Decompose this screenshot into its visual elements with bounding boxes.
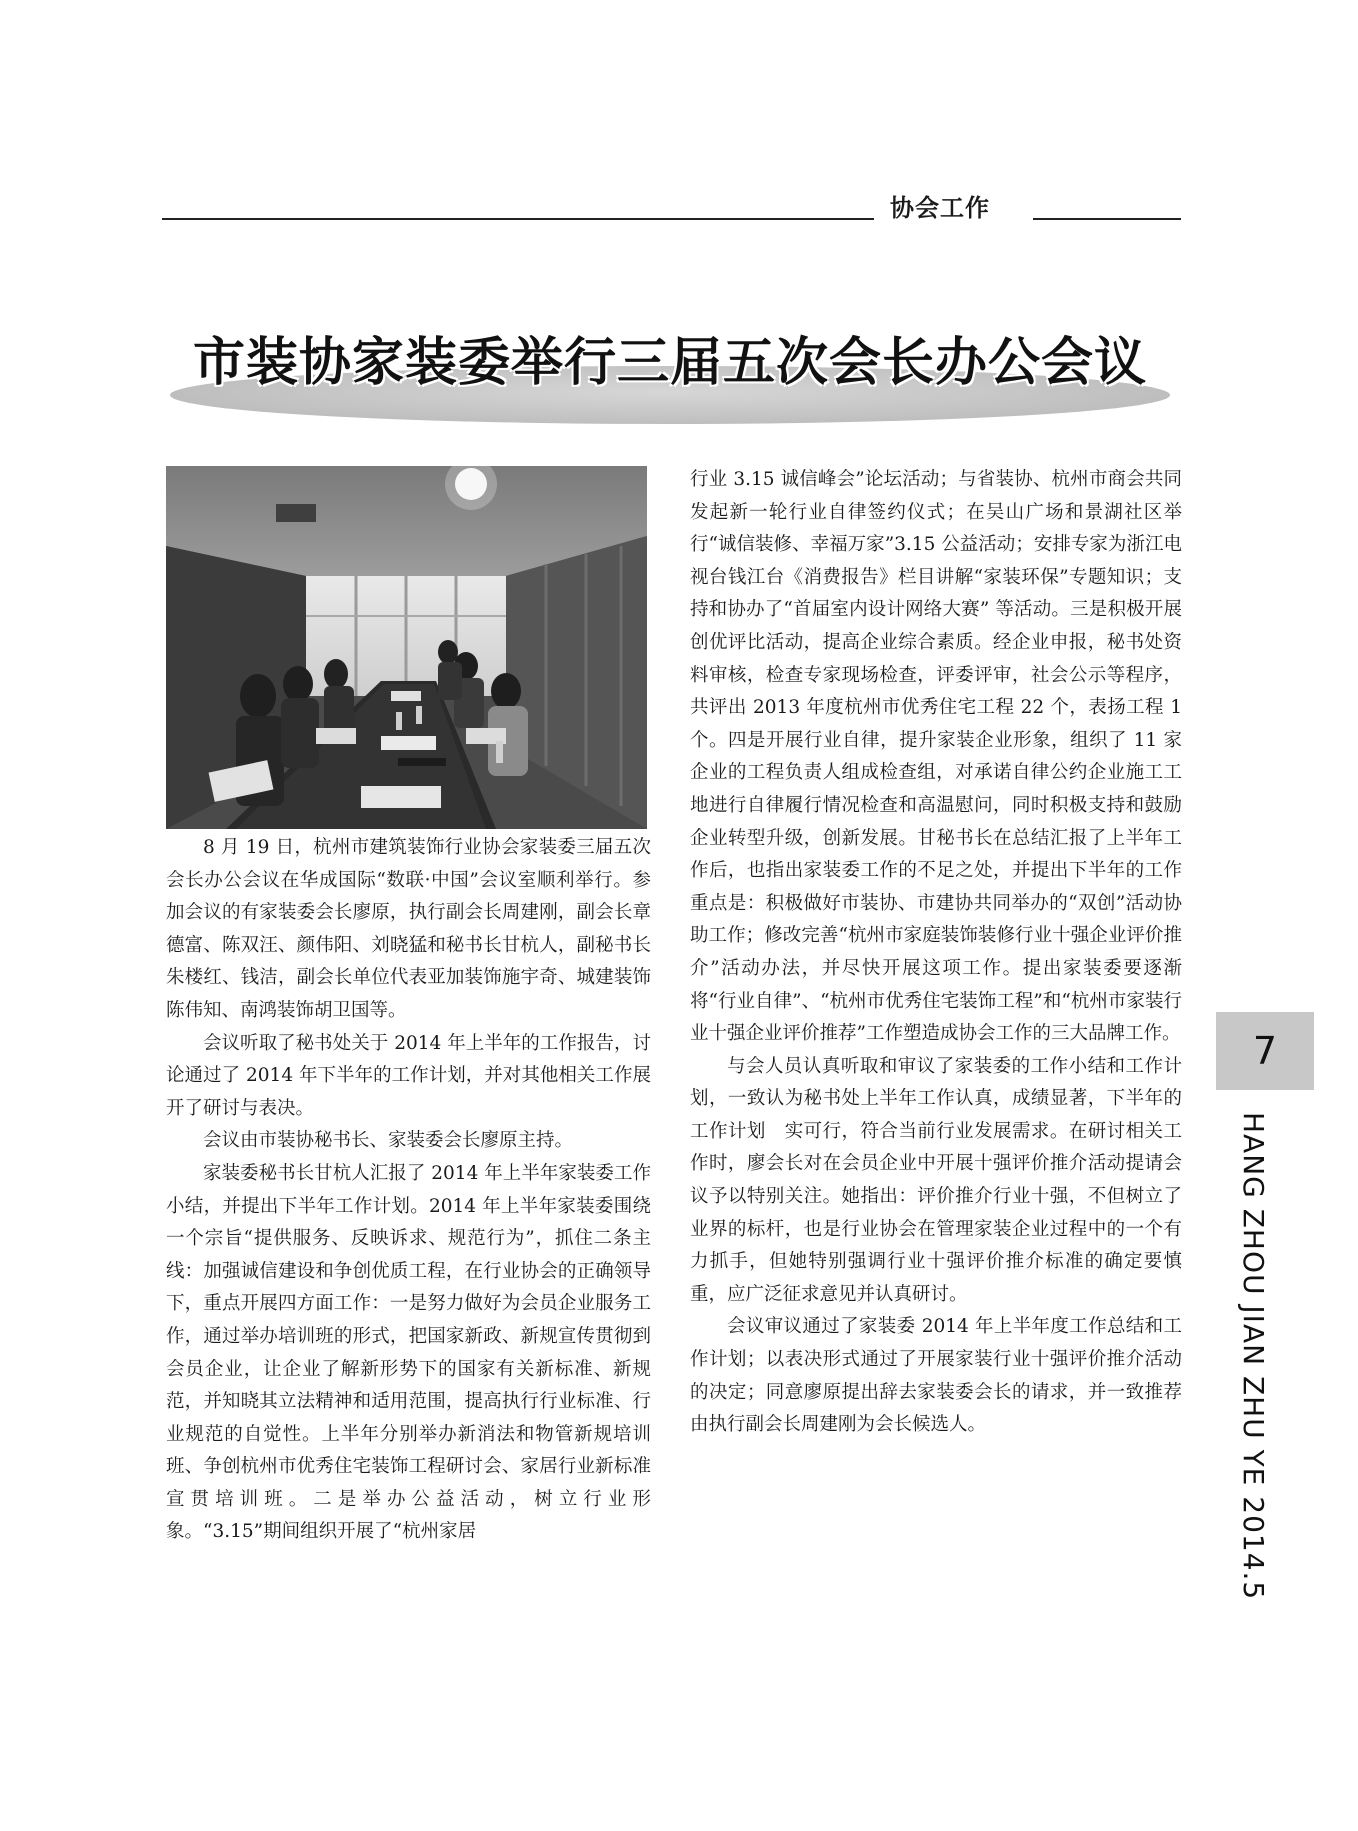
section-header: [0, 186, 1358, 226]
paragraph: 家装委秘书长甘杭人汇报了 2014 年上半年家装委工作小结，并提出下半年工作计划。2014 年上半年家装委围绕一个宗旨“提供服务、反映诉求、规范行为”，抓住二条主线：加强诚信建设和争创优质工程，在行业协会的正确领导下，重点开展四方面工作：一是努力做好为会员企业服务工作，通过举办培训班的形式，把国家新政、新规宣传贯彻到会员企业，让企业了解新形势下的国家有关新标准、新规范，并知晓其立法精神和适用范围，提高执行行业标准、行业规范的自觉性。上半年分别举办新消法和物管新规培训班、争创杭州市优秀住宅装饰工程研讨会、家居行业新标准宣贯培训班。二是举办公益活动，树立行业形象。“3.15”期间组织开展了“杭州家居: [166, 1162, 651, 1543]
paragraph: 8 月 19 日，杭州市建筑装饰行业协会家装委三届五次会长办公会议在华成国际“数联·中国”会议室顺利举行。参加会议的有家装委会长廖原，执行副会长周建刚，副会长章德富、陈双汪、颜伟阳、刘晓猛和秘书长甘杭人，副秘书长朱楼红、钱洁，副会长单位代表亚加装饰施宇奇、城建装饰陈伟知、南鸿装饰胡卫国等。: [166, 837, 651, 1021]
paragraph: 会议审议通过了家装委 2014 年上半年度工作总结和工作计划；以表决形式通过了开展家装行业十强评价推介活动的决定；同意廖原提出辞去家装委会长的请求，并一致推荐由执行副会长周建刚为会长候选人。: [690, 1316, 1182, 1436]
right-column: [690, 464, 1182, 1442]
header-rule-left: [162, 218, 874, 220]
paragraph: 会议听取了秘书处关于 2014 年上半年的工作报告，讨论通过了 2014 年下半年的工作计划，并对其他相关工作展开了研讨与表决。: [166, 1032, 651, 1119]
paragraph: 会议由市装协秘书长、家装委会长廖原主持。: [203, 1130, 574, 1152]
paragraph: 与会人员认真听取和审议了家装委的工作小结和工作计划，一致认为秘书处上半年工作认真，成绩显著，下半年的工作计划 实可行，符合当前行业发展需求。在研讨相关工作时，廖会长对在会员企业中开展十强评价推介活动提请会议予以特别关注。她指出：评价推介行业十强，不但树立了业界的标杆，也是行业协会在管理家装企业过程中的一个有力抓手，但她特别强调行业十强评价推介标准的确定要慎重，应广泛征求意见并认真研讨。: [690, 1055, 1182, 1305]
meeting-photo-drawing: [166, 466, 647, 829]
title-band: [160, 320, 1180, 430]
page-number-tab: [1216, 1012, 1314, 1090]
journal-vertical-label: HANG ZHOU JIAN ZHU YE 2014.5: [1237, 1112, 1270, 1601]
left-column: [166, 832, 651, 1549]
meeting-photo: [166, 466, 647, 829]
page-number: 7: [1252, 1029, 1278, 1073]
article-title: 市装协家装委举行三届五次会长办公会议: [192, 332, 1147, 393]
section-label: 协会工作: [890, 194, 990, 222]
paragraph-continuation: 行业 3.15 诚信峰会”论坛活动；与省装协、杭州市商会共同发起新一轮行业自律签约仪式；在吴山广场和景湖社区举行“诚信装修、幸福万家”3.15 公益活动；安排专家为浙江电视台钱江台《消费报告》栏目讲解“家装环保”专题知识；支持和协办了“首届室内设计网络大赛” 等活动。三是积极开展创优评比活动，提高企业综合素质。经企业申报，秘书处资料审核，检查专家现场检查，评委评审，社会公示等程序，共评出 2013 年度杭州市优秀住宅工程 22 个，表扬工程 1 个。四是开展行业自律，提升家装企业形象，组织了 11 家企业的工程负责人组成检查组，对承诺自律公约企业施工工地进行自律履行情况检查和高温慰问，同时积极支持和鼓励企业转型升级，创新发展。甘秘书长在总结汇报了上半年工作后，也指出家装委工作的不足之处，并提出下半年的工作重点是：积极做好市装协、市建协共同举办的“双创”活动协助工作；修改完善“杭州市家庭装饰装修行业十强企业评价推介”活动办法，并尽快开展这项工作。提出家装委要逐渐将“行业自律”、“杭州市优秀住宅装饰工程”和“杭州市家装行业十强企业评价推荐”工作塑造成协会工作的三大品牌工作。: [690, 469, 1182, 1045]
header-rule-right: [1033, 218, 1181, 220]
